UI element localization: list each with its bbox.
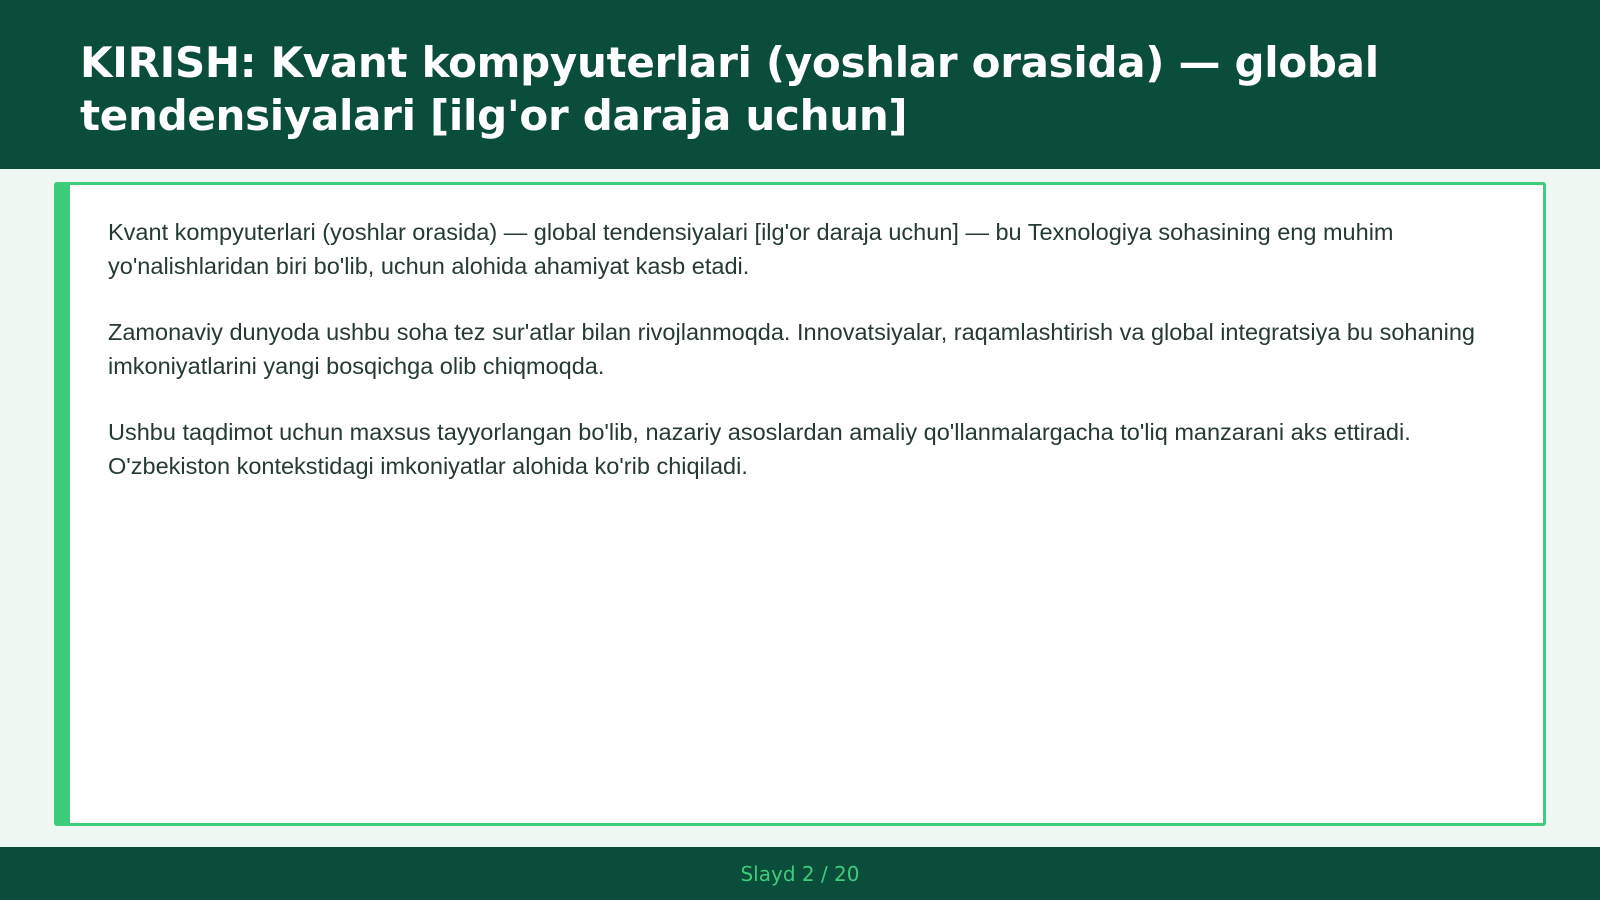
intro-paragraph-1: Kvant kompyuterlari (yoshlar orasida) — global tendensiyalari [ilg'or daraja uchun] — bu Texnologiya sohasining eng muhim yo'nalishlaridan biri bo'lib, uchun alohida ahamiyat kasb etadi. [108, 219, 1394, 279]
content-card [54, 182, 1546, 826]
slide-title: KIRISH: Kvant kompyuterlari (yoshlar orasida) — global tendensiyalari [ilg'or daraja uchun] [80, 38, 1379, 140]
slide-header [0, 0, 1600, 169]
intro-paragraph-2: Zamonaviy dunyoda ushbu soha tez sur'atlar bilan rivojlanmoqda. Innovatsiyalar, raqamlashtirish va global integratsiya bu sohaning imkoniyatlarini yangi bosqichga olib chiqmoqda. [108, 319, 1475, 379]
slide-footer [0, 847, 1600, 900]
slide-counter: Slayd 2 / 20 [740, 861, 860, 886]
intro-paragraph-3: Ushbu taqdimot uchun maxsus tayyorlangan bo'lib, nazariy asoslardan amaliy qo'llanmalargacha to'liq manzarani aks ettiradi. O'zbekiston kontekstidagi imkoniyatlar alohida ko'rib chiqiladi. [108, 419, 1411, 479]
